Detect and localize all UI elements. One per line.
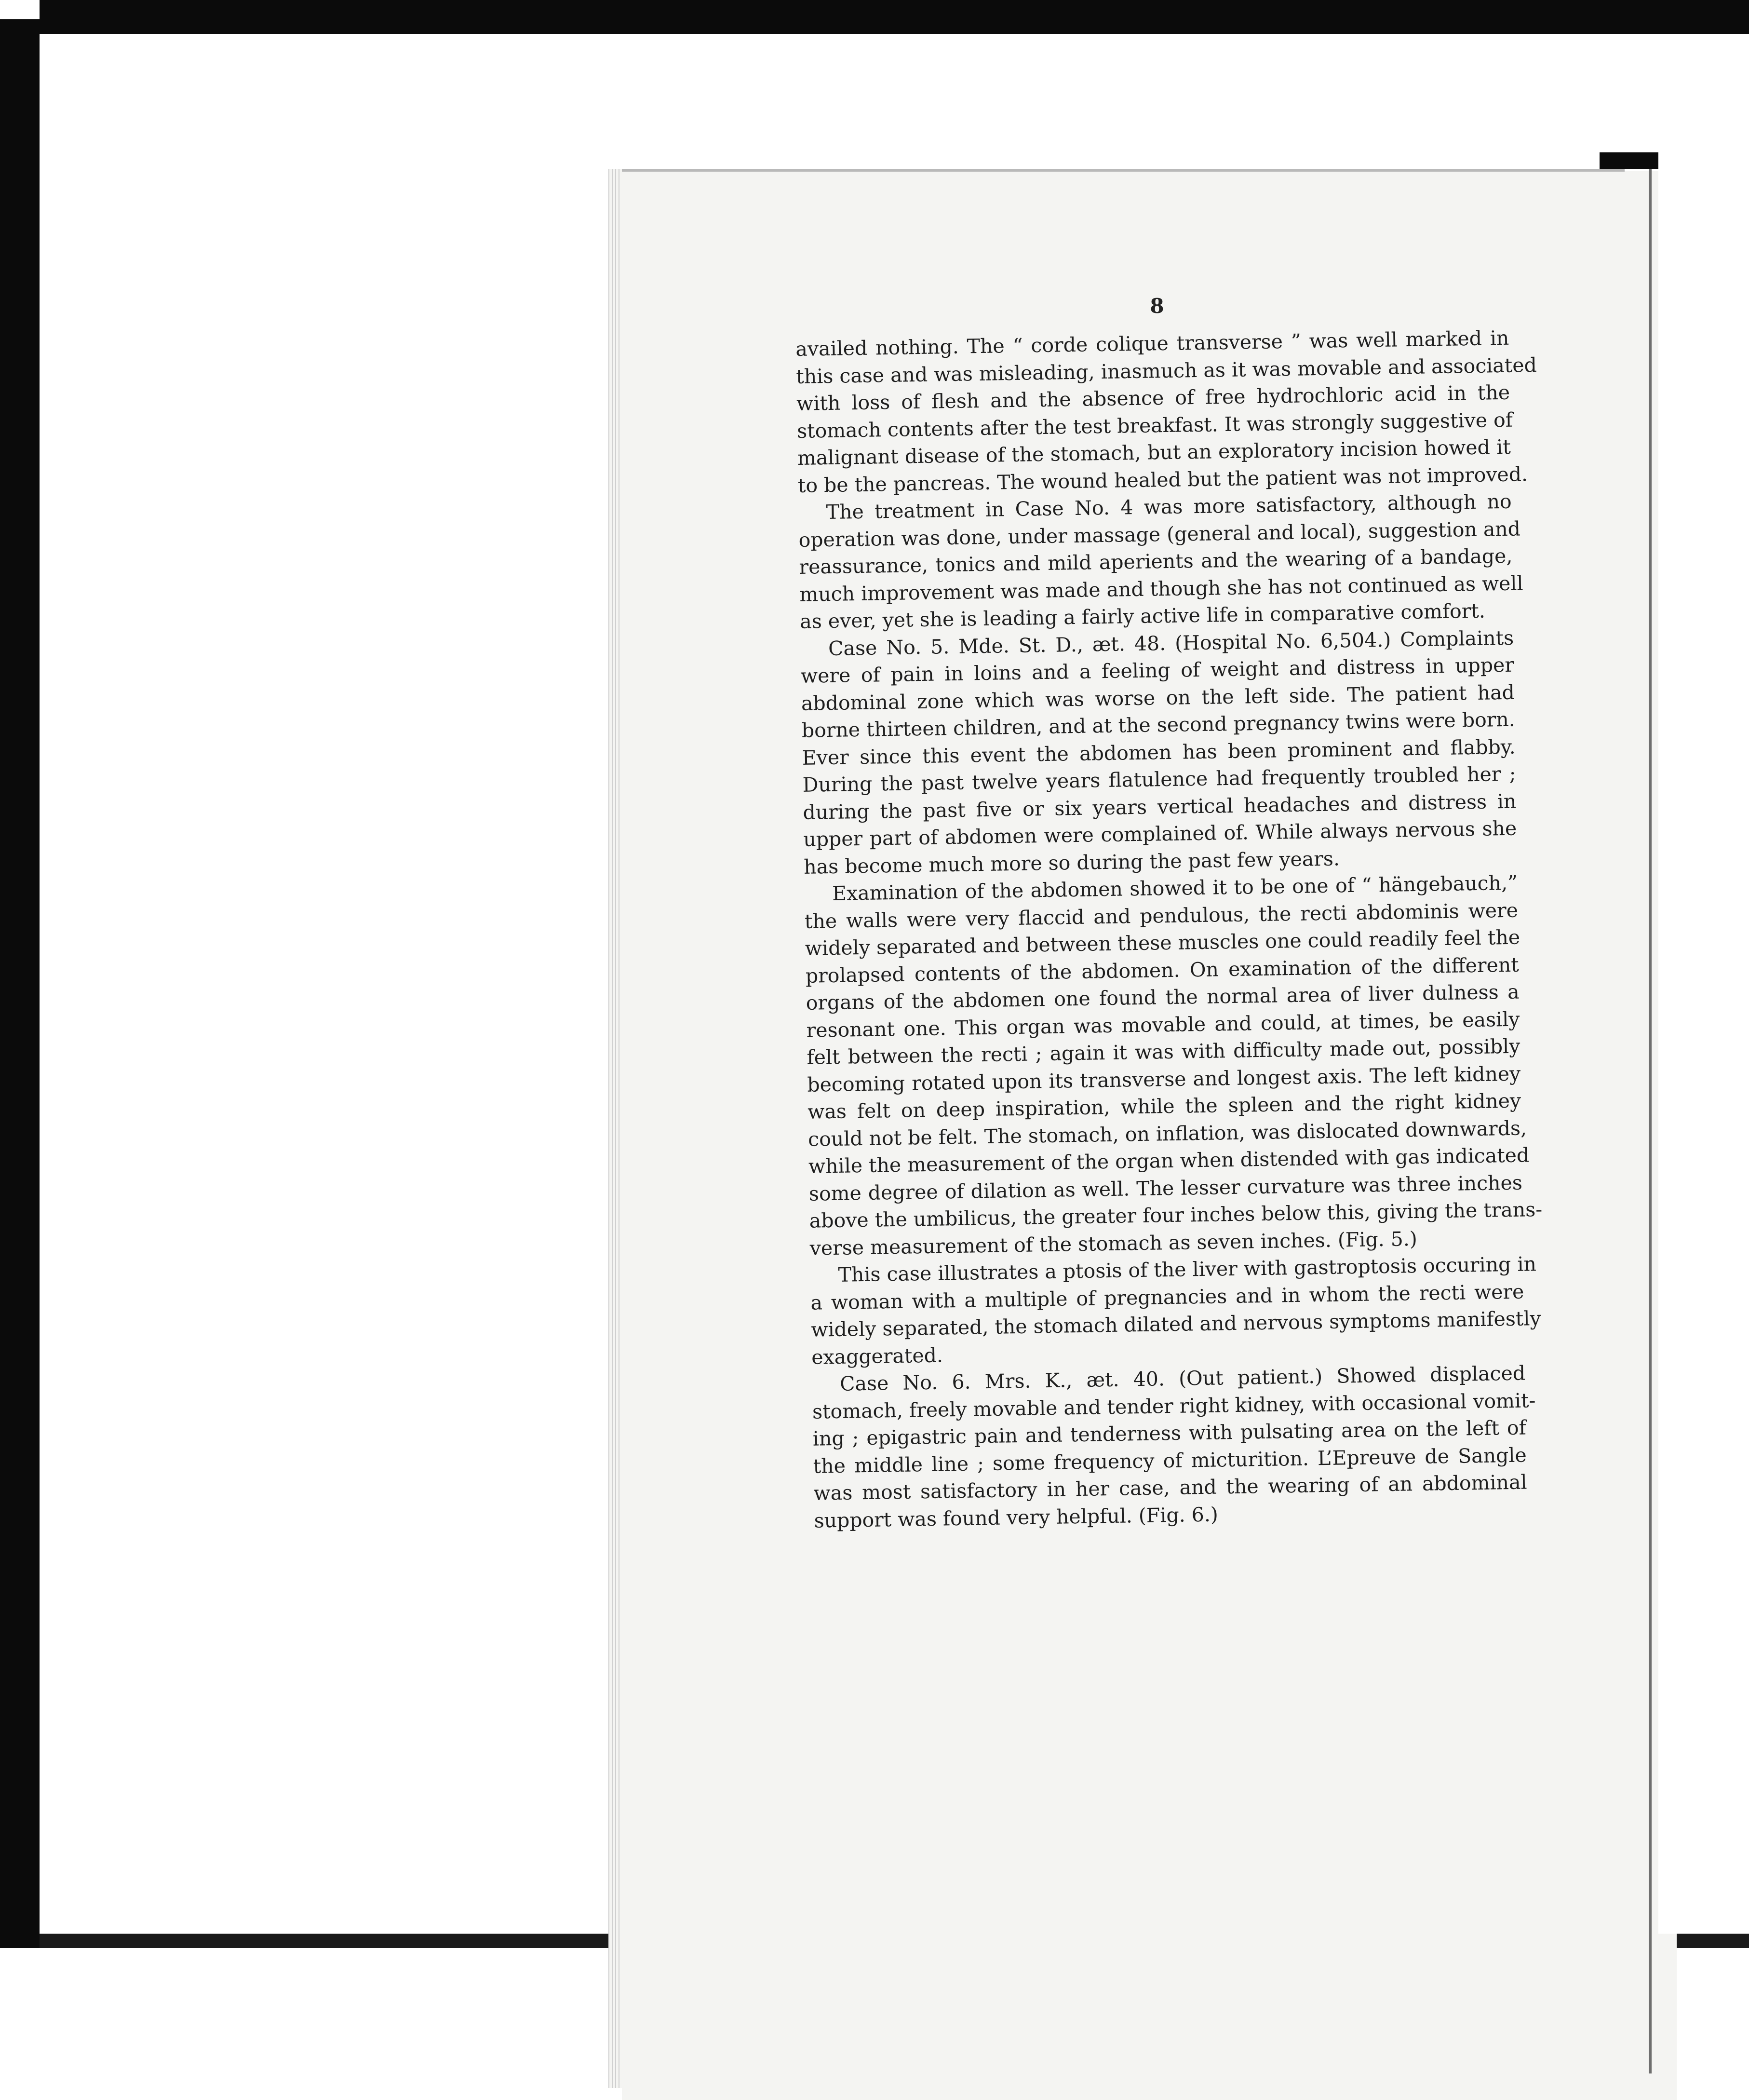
body-text bbox=[795, 325, 1543, 1534]
text-line: verse measurement of the stomach as seven inches. (Fig. 5.) bbox=[809, 1227, 1418, 1260]
text-line: widely separated, the stomach dilated and nervous symptoms manifestly bbox=[811, 1306, 1541, 1341]
text-line: exaggerated. bbox=[811, 1343, 943, 1369]
text-line: during the past five or six years vertical headaches and distress in bbox=[803, 789, 1517, 824]
text-line: this case and was misleading, inasmuch as it was movable and associated bbox=[795, 353, 1537, 388]
text-line: organs of the abdomen one found the normal area of liver dulness a bbox=[806, 980, 1520, 1015]
next-page-edge bbox=[1649, 169, 1652, 2073]
text-line: Examination of the abdomen showed it to be one of “ hängebauch,” bbox=[832, 871, 1518, 905]
text-line: operation was done, under massage (general and local), suggestion and bbox=[798, 516, 1521, 552]
text-line: stomach contents after the test breakfast. It was strongly suggestive of bbox=[796, 408, 1513, 443]
text-line: to be the pancreas. The wound healed but the patient was not improved. bbox=[797, 462, 1528, 497]
text-line: felt between the recti ; again it was with difficulty made out, possibly bbox=[807, 1034, 1520, 1069]
text-line: borne thirteen children, and at the second pregnancy twins were born. bbox=[801, 707, 1516, 742]
text-line: Ever since this event the abdomen has been prominent and flabby. bbox=[802, 735, 1516, 770]
text-line: Case No. 6. Mrs. K., æt. 40. (Out patient.) Showed displaced bbox=[839, 1361, 1526, 1395]
text-line: ing ; epigastric pain and tenderness with pulsating area on the left of bbox=[812, 1416, 1527, 1450]
text-line: resonant one. This organ was movable and could, at times, be easily bbox=[806, 1007, 1520, 1042]
text-line: Case No. 5. Mde. St. D., æt. 48. (Hospital No. 6,504.) Complaints bbox=[828, 626, 1514, 660]
text-line: was most satisfactory in her case, and the wearing of an abdominal bbox=[813, 1470, 1527, 1505]
text-line: malignant disease of the stomach, but an exploratory incision howed it bbox=[797, 435, 1511, 470]
scan-left-border bbox=[0, 19, 40, 1948]
scan-top-border bbox=[40, 0, 1749, 34]
text-line: were of pain in loins and a feeling of weight and distress in upper bbox=[800, 653, 1515, 688]
text-line: reassurance, tonics and mild aperients and the wearing of a bandage, bbox=[799, 544, 1513, 579]
text-line: with loss of flesh and the absence of free hydrochloric acid in the bbox=[796, 380, 1510, 415]
page-number: 8 bbox=[1150, 294, 1164, 318]
text-line: support was found very helpful. (Fig. 6.) bbox=[814, 1503, 1219, 1532]
text-line: much improvement was made and though she has not continued as well bbox=[799, 571, 1523, 606]
right-margin bbox=[1658, 34, 1749, 1934]
text-line: This case illustrates a ptosis of the liver with gastroptosis occuring in bbox=[838, 1252, 1537, 1287]
text-line: stomach, freely movable and tender right kidney, with occasional vomit- bbox=[812, 1388, 1536, 1423]
text-line: as ever, yet she is leading a fairly active life in comparative comfort. bbox=[799, 599, 1486, 633]
text-line: abdominal zone which was worse on the left side. The patient had bbox=[801, 680, 1515, 715]
text-line: During the past twelve years flatulence had frequently troubled her ; bbox=[802, 762, 1516, 797]
text-line: a woman with a multiple of pregnancies and in whom the recti were bbox=[810, 1280, 1524, 1314]
page-top-edge bbox=[622, 169, 1625, 172]
text-line: above the umbilicus, the greater four inches below this, giving the trans- bbox=[809, 1197, 1543, 1233]
text-line: prolapsed contents of the abdomen. On examination of the different bbox=[805, 953, 1520, 988]
text-line: the walls were very flaccid and pendulous, the recti abdominis were bbox=[804, 898, 1519, 933]
text-line: some degree of dilation as well. The lesser curvature was three inches bbox=[808, 1171, 1523, 1206]
text-line: The treatment in Case No. 4 was more satisfactory, although no bbox=[826, 489, 1512, 524]
text-line: widely separated and between these muscles one could readily feel the bbox=[805, 925, 1520, 960]
text-line: has become much more so during the past few years. bbox=[803, 846, 1340, 879]
text-line: becoming rotated upon its transverse and longest axis. The left kidney bbox=[807, 1062, 1521, 1097]
text-line: availed nothing. The “ corde colique transverse ” was well marked in bbox=[795, 326, 1509, 361]
text-line: while the measurement of the organ when distended with gas indicated bbox=[808, 1143, 1530, 1178]
text-line: could not be felt. The stomach, on inflation, was dislocated downwards, bbox=[807, 1116, 1527, 1151]
text-line: the middle line ; some frequency of micturition. L’Epreuve de Sangle bbox=[813, 1443, 1527, 1478]
text-line: was felt on deep inspiration, while the spleen and the right kidney bbox=[807, 1089, 1521, 1124]
text-line: upper part of abdomen were complained of. While always nervous she bbox=[803, 816, 1517, 851]
